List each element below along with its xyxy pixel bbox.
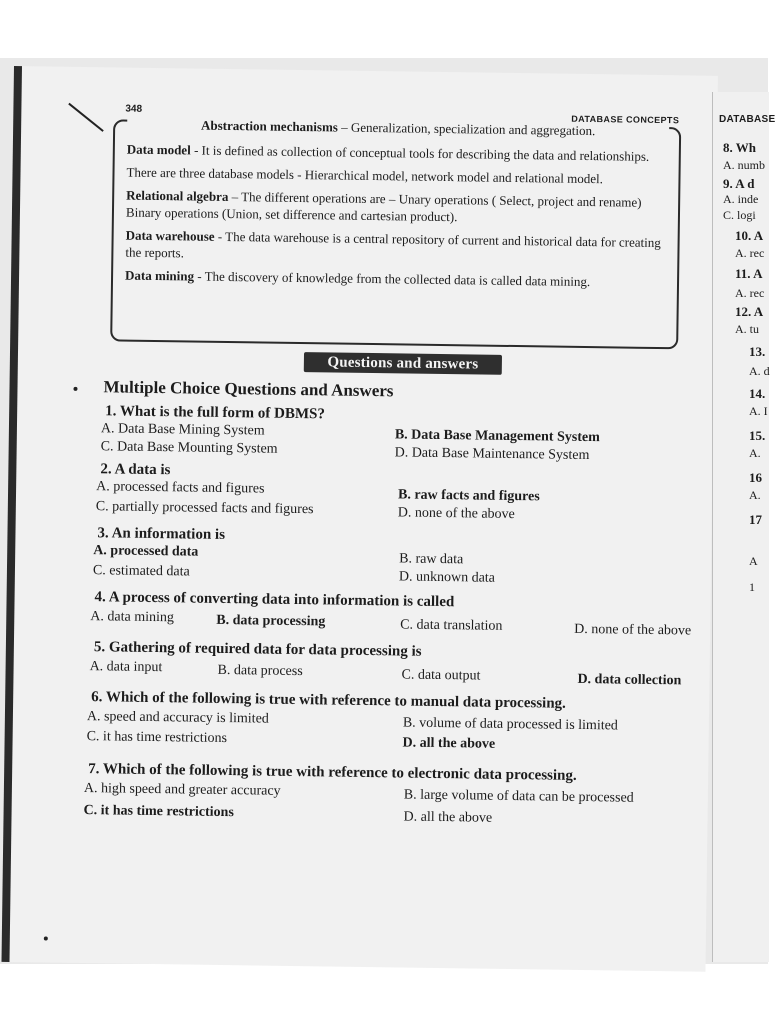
answer-option: A. data mining: [90, 609, 175, 626]
answer-option: D. none of the above: [397, 505, 515, 523]
answer-option: C. partially processed facts and figures: [95, 499, 314, 518]
adjacent-page-line: A. I: [749, 404, 768, 418]
question-item: [12, 760, 652, 826]
answer-option-correct: D. all the above: [402, 735, 496, 752]
question-text: 2. A data is: [100, 461, 171, 479]
question-item: [17, 402, 657, 464]
adjacent-page-line: A. rec: [735, 246, 765, 260]
summary-item: Data mining - The discovery of knowledge from the collected data is called data mining.: [124, 267, 591, 290]
question-text: 4. A process of converting data into information is called: [94, 589, 455, 611]
answer-option: B. data process: [217, 662, 303, 680]
adjacent-page-line: 12. A: [735, 304, 764, 319]
answer-option: C. Data Base Mounting System: [100, 439, 278, 457]
answer-option: D. none of the above: [574, 621, 692, 639]
adjacent-page-line: A. tu: [735, 322, 759, 336]
answer-option: C. it has time restrictions: [86, 729, 228, 747]
adjacent-page-line: 13.: [749, 344, 766, 359]
question-text: 5. Gathering of required data for data processing is: [93, 639, 422, 660]
question-text: 1. What is the full form of DBMS?: [105, 403, 326, 423]
answer-option: D. Data Base Maintenance System: [394, 445, 590, 464]
answer-option: D. all the above: [403, 809, 493, 826]
question-text: 7. Which of the following is true with reference to electronic data processing.: [88, 761, 577, 784]
answer-option-correct: A. processed data: [93, 543, 199, 560]
margin-dot: [44, 937, 48, 941]
adjacent-page-line: 10. A: [735, 228, 764, 243]
section-banner: Questions and answers: [304, 352, 502, 375]
answer-option: A. data input: [89, 659, 163, 676]
adjacent-page-line: A. rec: [735, 286, 765, 300]
summary-item: Relational algebra – The different operations are – Unary operations ( Select, project and rename) Binary operations (Union, set difference and cartesian product).: [125, 187, 642, 225]
summary-item: Abstraction mechanisms – Generalization, specialization and aggregation.: [127, 116, 669, 141]
book-page: [1, 66, 717, 972]
summary-item: There are three database models - Hierarchical model, network model and relational model.: [126, 164, 604, 187]
answer-option: B. large volume of data can be processed: [403, 787, 634, 806]
summary-item: Data model - It is defined as collection of conceptual tools for describing the data and relationships.: [126, 141, 650, 164]
adjacent-page-line: 9. A d: [723, 176, 755, 191]
adjacent-running-head: DATABASE: [719, 114, 775, 125]
adjacent-page-line: 11. A: [735, 266, 763, 281]
pen-mark: [68, 103, 104, 132]
adjacent-page-line: 14.: [749, 386, 766, 401]
question-item: [15, 588, 692, 639]
question-item: [13, 688, 653, 752]
adjacent-page-line: A.: [749, 446, 761, 460]
answer-option: C. data translation: [400, 617, 503, 634]
answer-option: A. processed facts and figures: [96, 479, 265, 497]
adjacent-page-line: C. logi: [723, 208, 756, 222]
adjacent-page-line: 15.: [749, 428, 766, 443]
adjacent-page-line: 8. Wh: [723, 140, 756, 155]
question-text: 6. Which of the following is true with reference to manual data processing.: [91, 689, 566, 712]
adjacent-page-line: 16: [749, 470, 762, 485]
adjacent-page-line: A.: [749, 488, 761, 502]
bullet-dot: [73, 387, 77, 391]
answer-option: B. raw data: [399, 551, 464, 568]
answer-option: A. high speed and greater accuracy: [83, 781, 281, 799]
question-item: [16, 524, 656, 586]
answer-option: A. Data Base Mining System: [100, 421, 265, 439]
answer-option: C. estimated data: [92, 563, 190, 580]
adjacent-page-line: 17: [749, 512, 762, 527]
answer-option: A. speed and accuracy is limited: [86, 709, 269, 727]
adjacent-page-line: A. inde: [723, 192, 759, 206]
section-title: Multiple Choice Questions and Answers: [103, 377, 394, 401]
summary-box: [110, 119, 681, 349]
adjacent-page-line: 1: [749, 580, 755, 594]
answer-option-correct: B. raw facts and figures: [397, 487, 540, 505]
adjacent-page-line: A. d: [749, 364, 770, 378]
answer-option: D. unknown data: [398, 569, 496, 586]
page-number: 348: [125, 103, 143, 115]
adjacent-page-line: A: [749, 554, 758, 568]
question-text: 3. An information is: [97, 525, 226, 543]
adjacent-page: [712, 92, 775, 962]
question-item: [14, 638, 682, 689]
answer-option-correct: B. Data Base Management System: [394, 427, 600, 446]
answer-option-correct: B. data processing: [216, 612, 326, 630]
running-head: DATABASE CONCEPTS: [571, 113, 680, 126]
answer-option-correct: D. data collection: [577, 671, 682, 689]
summary-item: Data warehouse - The data warehouse is a central repository of current and historical data for creating the reports.: [125, 227, 661, 261]
adjacent-page-line: A. numb: [723, 158, 765, 172]
answer-option-correct: C. it has time restrictions: [83, 803, 234, 821]
answer-option: B. volume of data processed is limited: [402, 715, 618, 734]
answer-option: C. data output: [401, 667, 481, 684]
